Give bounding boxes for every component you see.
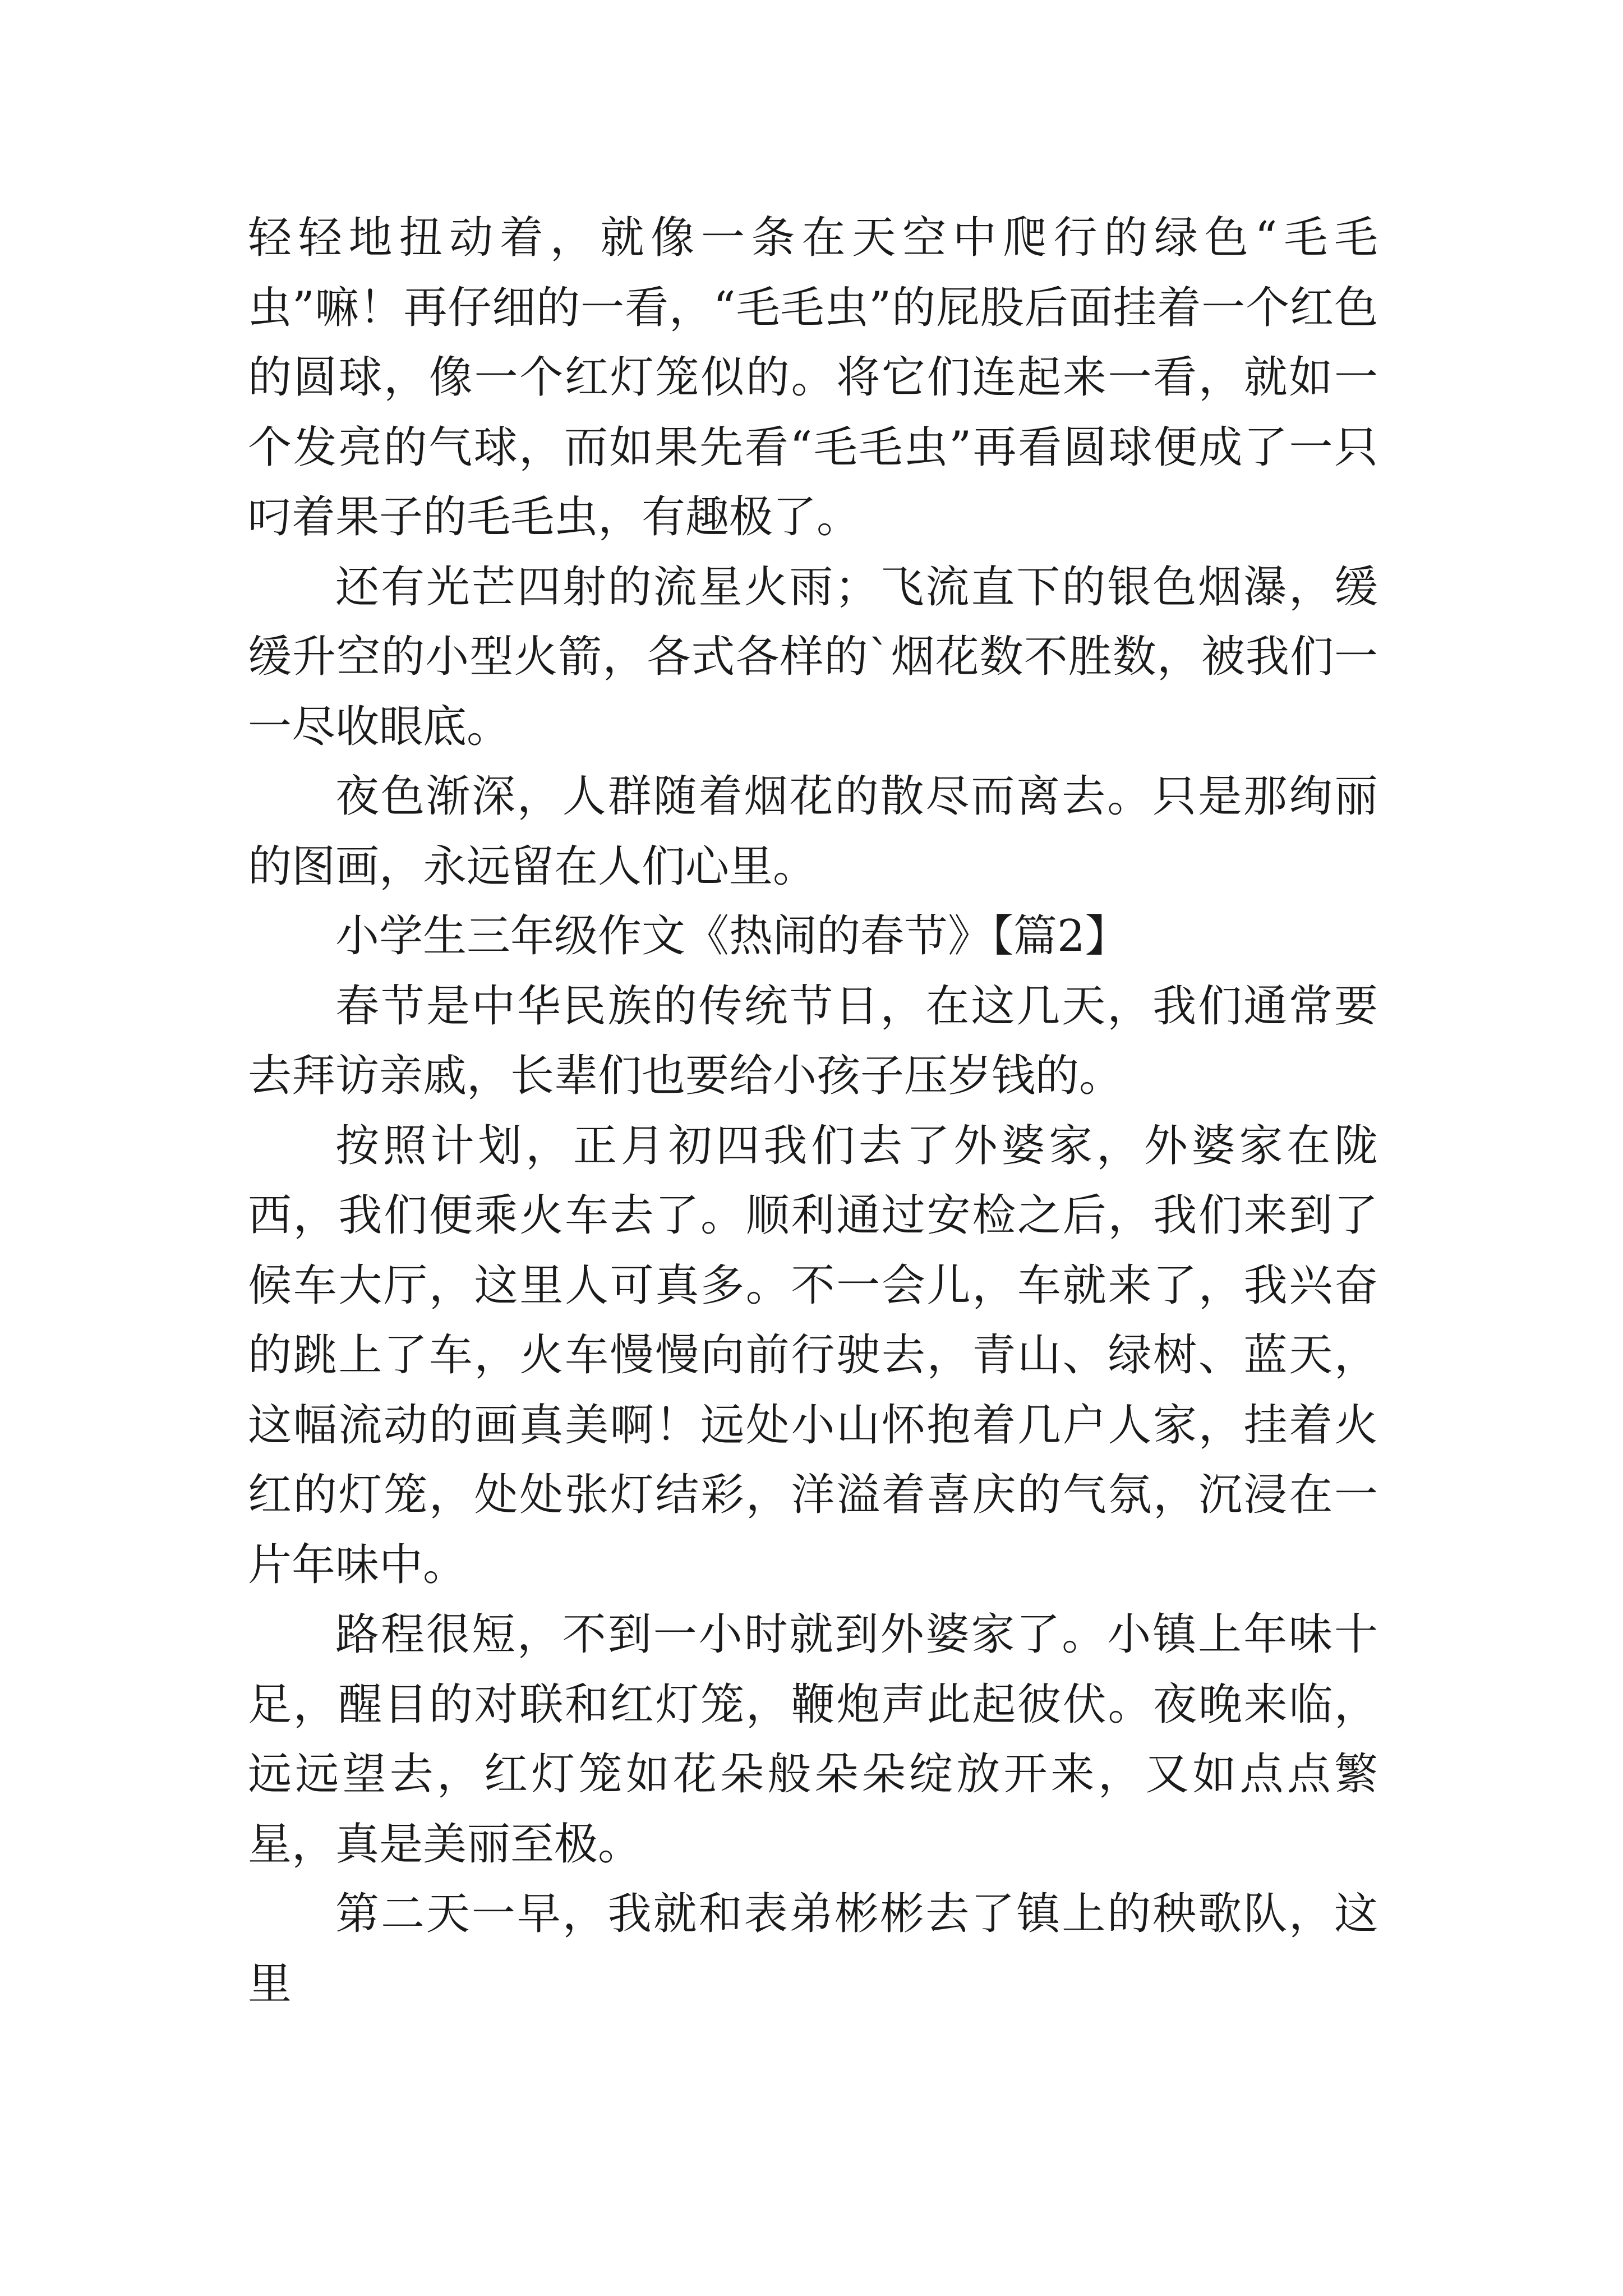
paragraph-night: 夜色渐深，人群随着烟花的散尽而离去。只是那绚丽的图画，永远留在人们心里。 xyxy=(248,771,1378,892)
paragraph-fireworks: 还有光芒四射的流星火雨；飞流直下的银色烟瀑，缓缓升空的小型火箭，各式各样的`烟花数不胜数，被我们一一尽收眼底。 xyxy=(248,562,1378,752)
paragraph-town: 路程很短，不到一小时就到外婆家了。小镇上年味十足，醒目的对联和红灯笼，鞭炮声此起彼伏。夜晚来临，远远望去，红灯笼如花朵般朵朵绽放开来，又如点点繁星，真是美丽至极。 xyxy=(248,1609,1378,1870)
body-text xyxy=(248,203,1378,2019)
essay-title: 小学生三年级作文《热闹的春节》【篇2】 xyxy=(335,911,1129,961)
paragraph-train-trip: 按照计划，正月初四我们去了外婆家，外婆家在陇西，我们便乘火车去了。顺利通过安检之后，我们来到了候车大厅，这里人可真多。不一会儿，车就来了，我兴奋的跳上了车，火车慢慢向前行驶去，青山、绿树、蓝天，这幅流动的画真美啊！远处小山怀抱着几户人家，挂着火红的灯笼，处处张灯结彩，洋溢着喜庆的气氛，沉浸在一片年味中。 xyxy=(248,1120,1378,1590)
paragraph-next-day: 第二天一早，我就和表弟彬彬去了镇上的秧歌队，这里 xyxy=(248,1889,1378,2009)
paragraph-continued: 轻轻地扭动着，就像一条在天空中爬行的绿色“毛毛虫”嘛！再仔细的一看，“毛毛虫”的屁股后面挂着一个红色的圆球，像一个红灯笼似的。将它们连起来一看，就如一个发亮的气球，而如果先看“毛毛虫”再看圆球便成了一只叼着果子的毛毛虫，有趣极了。 xyxy=(248,213,1378,542)
paragraph-spring-festival: 春节是中华民族的传统节日，在这几天，我们通常要去拜访亲戚，长辈们也要给小孩子压岁钱的。 xyxy=(248,981,1378,1101)
